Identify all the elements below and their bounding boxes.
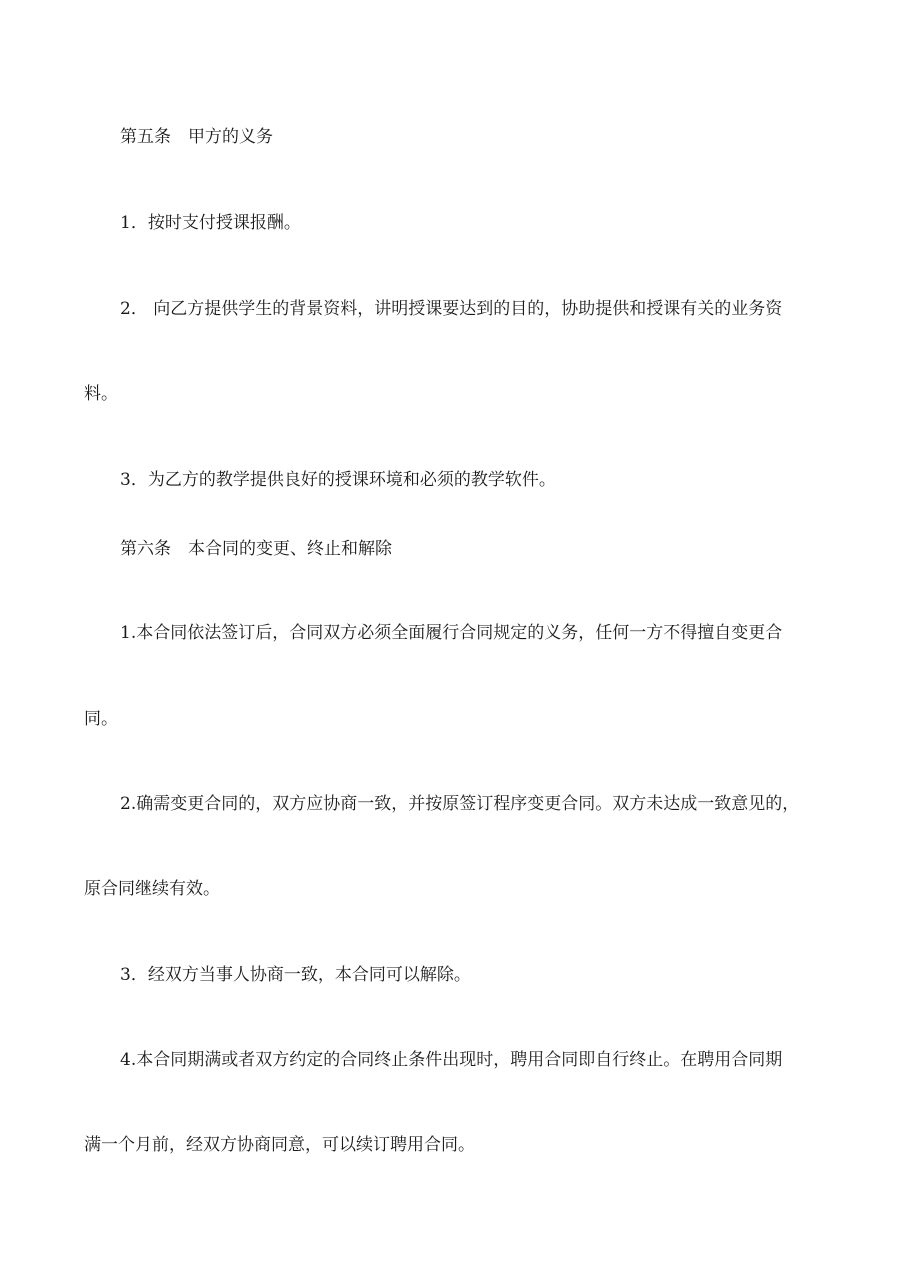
article-6-item-4-line-1: 4.本合同期满或者双方约定的合同终止条件出现时，聘用合同即自行终止。在聘用合同期 (120, 1050, 783, 1070)
article-6-item-2-line-2: 原合同继续有效。 (84, 879, 220, 899)
article-5-item-3: 3．为乙方的教学提供良好的授课环境和必须的教学软件。 (120, 470, 556, 490)
article-6-item-1-line-2: 同。 (84, 709, 118, 729)
article-6-item-4-line-2: 满一个月前，经双方协商同意，可以续订聘用合同。 (84, 1135, 475, 1155)
article-6-heading: 第六条 本合同的变更、终止和解除 (120, 539, 392, 559)
article-5-item-1: 1．按时支付授课报酬。 (120, 213, 301, 233)
article-5-item-2-line-1: 2． 向乙方提供学生的背景资料，讲明授课要达到的目的，协助提供和授课有关的业务资 (120, 299, 783, 319)
article-6-item-1-line-1: 1.本合同依法签订后，合同双方必须全面履行合同规定的义务，任何一方不得擅自变更合 (120, 623, 783, 643)
article-6-item-2-line-1: 2.确需变更合同的，双方应协商一致，并按原签订程序变更合同。双方未达成一致意见的， (120, 794, 800, 814)
article-5-heading: 第五条 甲方的义务 (120, 127, 273, 147)
article-5-item-2-line-2: 料。 (84, 384, 118, 404)
article-6-item-3: 3．经双方当事人协商一致，本合同可以解除。 (120, 965, 471, 985)
